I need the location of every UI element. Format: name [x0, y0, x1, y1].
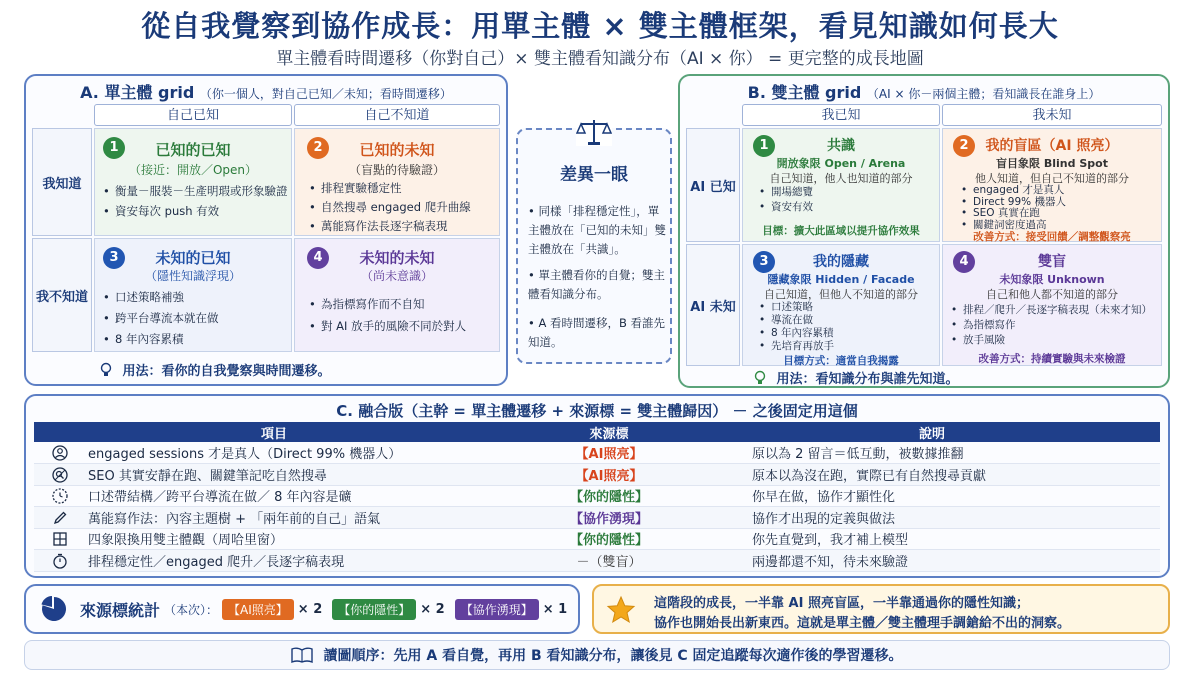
panel-a-title-note: （你一個人，對自己已知／未知；看時間遷移）	[199, 87, 452, 101]
quadrant-title: 雙盲	[1038, 254, 1066, 270]
quadrant-number-1: 1	[753, 135, 775, 157]
reading-order-text: 讀圖順序：先用 A 看自覺，再用 B 看知識分布，讓後見 C 固定追蹤每次適作後的學習遷移。	[323, 648, 903, 664]
stats-count-ai: × 2	[297, 601, 323, 617]
table-cell-description: 協作才出現的定義與做法	[704, 507, 1160, 529]
table-cell-source: 【AI照亮】	[514, 464, 704, 486]
quadrant-description: 自己知道，但他人不知道的部分	[764, 288, 918, 301]
list-item: • 排程／爬升／長逐字稿表現（未來才知）	[951, 303, 1152, 318]
quadrant-unknown-unknown	[294, 238, 500, 352]
quadrant-number-1: 1	[103, 137, 125, 159]
table-row	[34, 442, 1160, 464]
stats-count-emergent: × 1	[542, 601, 568, 617]
table-cell-item: 口述帶結構／跨平台導流在做／ 8 年內容是礦	[34, 485, 514, 507]
panel-a-usage: 用法：看你的自我覺察與時間遷移。	[98, 360, 331, 379]
list-item: • SEO 真實在跑	[961, 208, 1066, 220]
lightbulb-icon	[98, 362, 114, 378]
stats-note: （本次）：	[164, 602, 219, 617]
scale-icon	[576, 116, 612, 146]
quadrant-subtitle: 隱藏象限 Hidden / Facade	[767, 273, 915, 286]
stats-tag-tacit: 【你的隱性】	[332, 599, 416, 620]
col-header-i-dont-know: 我未知	[942, 104, 1162, 126]
list-item: • 口述策略補強	[103, 287, 219, 308]
list-item: • 8 年內容累積	[759, 327, 834, 340]
difference-point-1: • 同樣「排程穩定性」，單主體放在「已知的未知」雙主體放在「共識」。	[528, 204, 666, 256]
row-header-ai-doesnt-know: AI 未知	[686, 244, 740, 366]
table-cell-source: 【AI照亮】	[514, 442, 704, 464]
table-cell-item: SEO 其實安靜在跑、關鍵筆記吃自然搜尋	[34, 464, 514, 486]
quadrant-list	[961, 185, 1066, 231]
insight-box	[592, 584, 1170, 634]
table-header-row	[34, 422, 1160, 442]
quadrant-blind-spot	[942, 128, 1162, 242]
quadrant-unknown	[942, 244, 1162, 366]
row-header-i-dont-know: 我不知道	[32, 238, 92, 352]
table-cell-description: 你早在做，協作才顯性化	[704, 485, 1160, 507]
list-item: • 導流在做	[759, 314, 834, 327]
table-row	[34, 507, 1160, 529]
quadrant-description: 自己知道，他人也知道的部分	[769, 172, 913, 185]
quadrant-number-4: 4	[953, 251, 975, 273]
quadrant-description: 自己和他人都不知道的部分	[986, 288, 1118, 301]
quadrant-title: 未知的已知	[155, 249, 231, 267]
book-icon	[291, 647, 313, 663]
table-cell-description: 原本以為沒在跑，實際已有自然搜尋貢獻	[704, 464, 1160, 486]
quadrant-title: 未知的未知	[359, 249, 435, 267]
row-header-ai-knows: AI 已知	[686, 128, 740, 242]
quadrant-list	[759, 301, 834, 353]
quadrant-title: 我的盲區（AI 照亮）	[985, 138, 1119, 154]
quadrant-known-known	[94, 128, 292, 236]
reading-order-footer	[24, 640, 1170, 670]
quadrant-list	[309, 179, 471, 236]
list-item: • 衡量－服裝－生產明瑕或形象驗證	[103, 181, 288, 201]
table-cell-description: 原以為 2 留言＝低互動，被數據推翻	[704, 442, 1160, 464]
table-row	[34, 550, 1160, 572]
table-cell-source: 【你的隱性】	[514, 485, 704, 507]
quadrant-description: 他人知道，但自己不知道的部分	[975, 172, 1129, 185]
lightbulb-icon	[752, 370, 768, 386]
quadrant-goal: 目標方式：適當自我揭露	[783, 355, 899, 367]
table-cell-source: 【協作湧現】	[514, 507, 704, 529]
panel-a-title: A. 單主體 grid （你一個人，對自己已知／未知；看時間遷移）	[80, 83, 452, 102]
difference-title: 差異一眼	[560, 165, 628, 185]
stats-count-tacit: × 2	[420, 601, 445, 617]
quadrant-open-arena	[742, 128, 940, 242]
insight-line-2: 協作也開始長出新東西。這就是單主體／雙主體理手調鎗給不出的洞察。	[654, 616, 1071, 631]
col-header-i-know: 我已知	[742, 104, 940, 126]
quadrant-number-2: 2	[953, 135, 975, 157]
pie-chart-icon	[40, 595, 68, 623]
quadrant-subtitle: 未知象限 Unknown	[999, 273, 1105, 286]
pen-icon	[52, 510, 68, 526]
quadrant-subtitle: （盲點的待驗證）	[348, 163, 445, 177]
quadrant-number-2: 2	[307, 137, 329, 159]
list-item: • 開場總覽	[759, 185, 813, 200]
list-item: • 為指標寫作	[951, 318, 1152, 333]
list-item: • 排程實驗穩定性	[309, 179, 471, 198]
list-item: • 資安有效	[759, 200, 813, 215]
stats-label: 來源標統計	[80, 600, 161, 620]
grid-icon	[52, 531, 68, 547]
list-item: • 資安每次 push 有效	[103, 201, 288, 221]
quadrant-title: 已知的已知	[155, 141, 231, 159]
table-row	[34, 528, 1160, 550]
quadrant-known-unknown	[294, 128, 500, 236]
quadrant-subtitle: （尚未意識）	[360, 269, 433, 283]
search-off-icon	[52, 467, 68, 483]
col-header-self-known: 自己已知	[94, 104, 292, 126]
quadrant-goal: 目標：擴大此區域以提升協作效果	[762, 225, 920, 237]
quadrant-list	[759, 185, 813, 215]
list-item: • 8 年內容累積	[103, 329, 219, 350]
table-header-item: 項目	[34, 422, 514, 442]
page-title: 從自我覺察到協作成長：用單主體 × 雙主體框架，看見知識如何長大	[141, 9, 1059, 43]
table-row	[34, 485, 1160, 507]
difference-point-2: • 單主體看你的自覺；雙主體看知識分布。	[528, 268, 665, 301]
quadrant-improvement: 改善方式：接受回饋／調整觀察亮	[973, 231, 1131, 243]
list-item: • engaged 才是真人	[961, 185, 1066, 197]
list-item: • Direct 99% 機器人	[961, 197, 1066, 209]
panel-single-subject-grid	[24, 74, 508, 386]
clock-dashed-icon	[52, 488, 68, 504]
quadrant-subtitle: 盲目象限 Blind Spot	[996, 157, 1108, 170]
quadrant-subtitle: （接近：開放／Open）	[128, 163, 258, 177]
table-cell-description: 你先直覺到，我才補上模型	[704, 528, 1160, 550]
panel-b-usage: 用法：看知識分布與誰先知道。	[752, 368, 959, 387]
list-item: • 為指標寫作而不自知	[309, 293, 466, 315]
stats-tag-ai: 【AI照亮】	[222, 599, 294, 620]
source-attribution-table	[34, 422, 1160, 572]
list-item: • 跨平台導流本就在做	[103, 308, 219, 329]
difference-point-3: • A 看時間遷移，B 看誰先知道。	[528, 316, 666, 349]
quadrant-number-3: 3	[103, 247, 125, 269]
list-item: • 放手風險	[951, 333, 1152, 348]
quadrant-title: 我的隱藏	[813, 254, 869, 270]
insight-line-1: 這階段的成長，一半靠 AI 照亮盲區，一半靠通過你的隱性知識；	[654, 596, 1029, 611]
quadrant-list	[103, 287, 219, 350]
panel-b-title: B. 雙主體 grid （AI × 你－兩個主體；看知識長在誰身上）	[747, 83, 1101, 102]
stats-tag-emergent: 【協作湧現】	[455, 599, 539, 620]
table-header-description: 說明	[704, 422, 1160, 442]
list-item: • 先培育再放手	[759, 340, 834, 353]
quadrant-hidden-facade	[742, 244, 940, 366]
table-header-source: 來源標	[514, 422, 704, 442]
table-cell-item: 四象限換用雙主體觀（周哈里窗）	[34, 528, 514, 550]
list-item: • 自然搜尋 engaged 爬升曲線	[309, 198, 471, 217]
table-cell-item: 萬能寫作法：內容主題樹 + 「兩年前的自己」語氣	[34, 507, 514, 529]
source-stats-box	[24, 584, 580, 634]
panel-b-title-note: （AI × 你－兩個主體；看知識長在誰身上）	[866, 87, 1101, 101]
quadrant-title: 共識	[827, 138, 855, 154]
quadrant-number-4: 4	[307, 247, 329, 269]
star-icon	[606, 595, 636, 625]
quadrant-title: 已知的未知	[359, 141, 435, 159]
panel-dual-subject-grid	[678, 74, 1170, 388]
page-subtitle: 單主體看時間遷移（你對自己）× 雙主體看知識分布（AI × 你） = 更完整的成長地圖	[276, 49, 924, 69]
table-cell-source: －（雙盲）	[514, 550, 704, 572]
table-cell-description: 兩邊都還不知，待未來驗證	[704, 550, 1160, 572]
panel-c-title: C. 融合版（主幹 = 單主體遷移 + 來源標 = 雙主體歸因） － 之後固定用這個	[336, 402, 858, 420]
quadrant-subtitle: 開放象限 Open / Arena	[776, 157, 906, 170]
quadrant-list	[951, 303, 1152, 348]
quadrant-subtitle: （隱性知識浮現）	[144, 269, 241, 283]
timer-icon	[52, 553, 68, 569]
quadrant-list	[309, 293, 466, 337]
quadrant-number-3: 3	[753, 251, 775, 273]
quadrant-improvement: 改善方式：持續實驗與未來檢證	[978, 353, 1126, 365]
table-row	[34, 464, 1160, 486]
list-item: • 關鍵詞密度過高	[961, 220, 1066, 232]
table-cell-source: 【你的隱性】	[514, 528, 704, 550]
row-header-i-know: 我知道	[32, 128, 92, 236]
list-item: • 口述策略	[759, 301, 834, 314]
list-item: • 萬能寫作法長逐字稿表現	[309, 217, 471, 236]
list-item: • 對 AI 放手的風險不同於對人	[309, 315, 466, 337]
difference-summary-box	[516, 128, 672, 364]
col-header-self-unknown: 自己不知道	[294, 104, 500, 126]
quadrant-list	[103, 181, 288, 221]
quadrant-unknown-known	[94, 238, 292, 352]
table-cell-item: engaged sessions 才是真人（Direct 99% 機器人）	[34, 442, 514, 464]
table-cell-item: 排程穩定性／engaged 爬升／長逐字稿表現	[34, 550, 514, 572]
user-circle-icon	[52, 445, 68, 461]
